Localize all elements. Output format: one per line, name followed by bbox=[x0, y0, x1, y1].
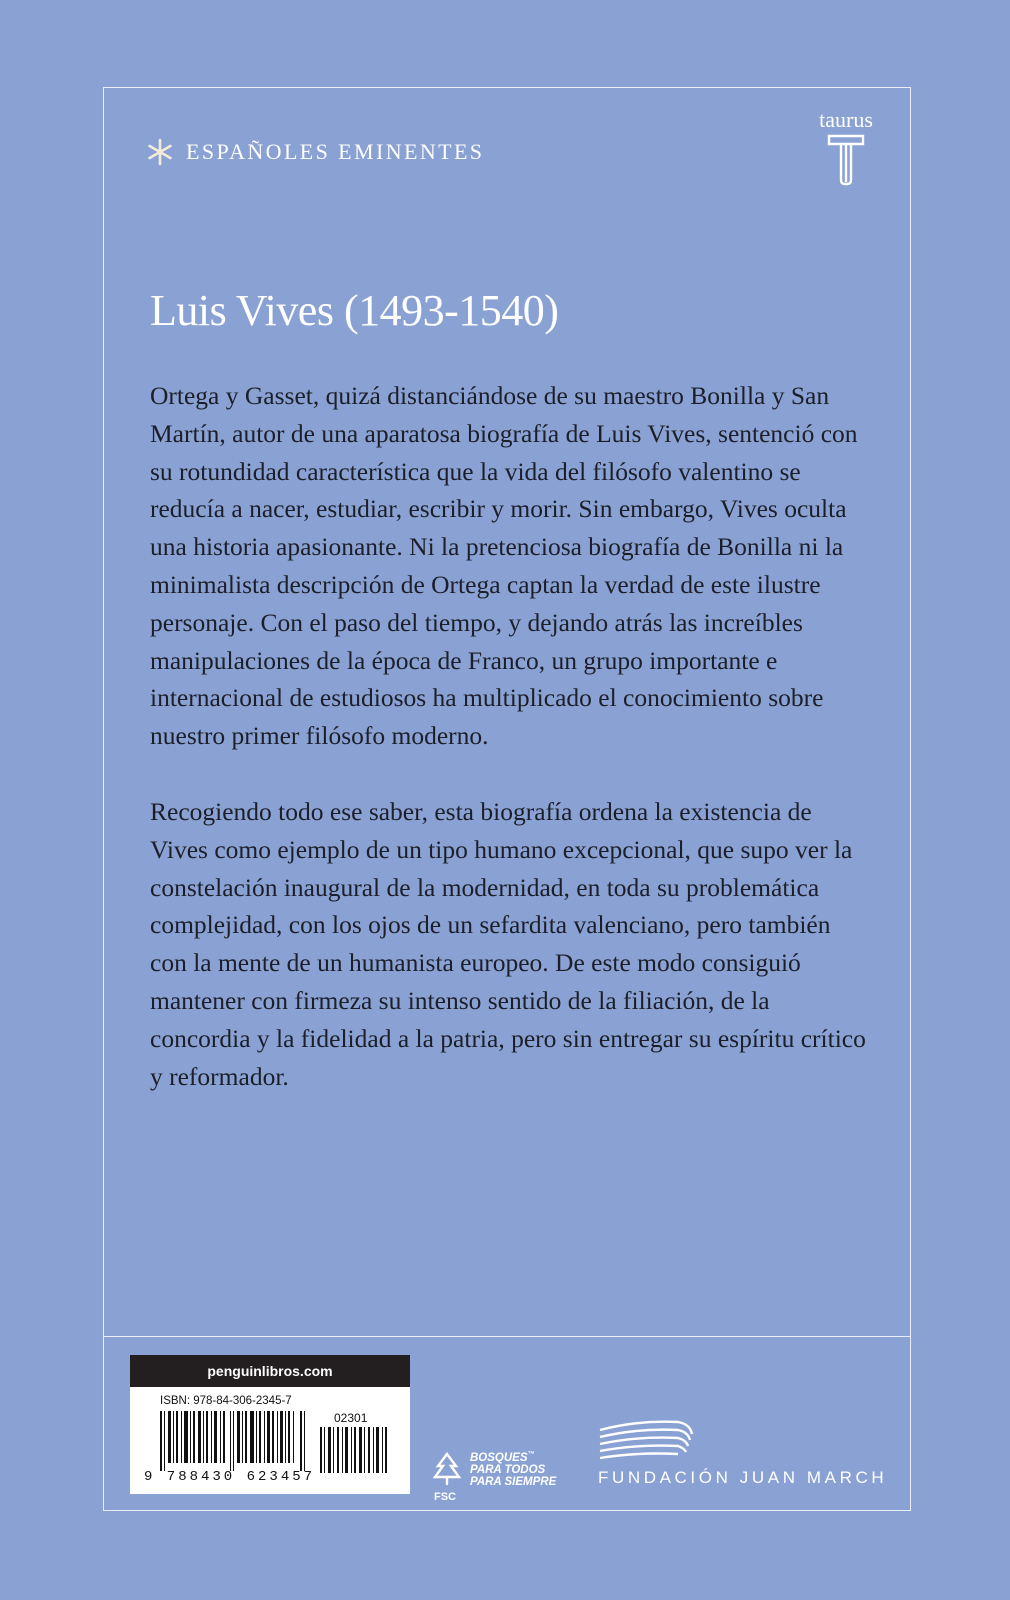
publisher-name: taurus bbox=[819, 107, 873, 132]
building-stripes-logo bbox=[598, 1418, 698, 1462]
fsc-logo bbox=[430, 1449, 557, 1503]
fsc-slogan bbox=[470, 1449, 556, 1488]
fsc-mark: FSC bbox=[434, 1491, 456, 1503]
website-label: penguinlibros.com bbox=[130, 1355, 410, 1387]
fsc-line-2: PARA TODOS bbox=[470, 1463, 546, 1476]
footer-divider bbox=[104, 1336, 910, 1337]
barcode-panel bbox=[130, 1355, 410, 1494]
publisher-logo bbox=[806, 108, 886, 186]
asterisk-icon bbox=[146, 138, 174, 166]
series-label: ESPAÑOLES EMINENTES bbox=[186, 139, 485, 164]
isbn-barcode bbox=[160, 1411, 310, 1471]
synopsis bbox=[150, 377, 870, 1095]
book-title: Luis Vives (1493-1540) bbox=[150, 286, 559, 335]
barcode-digits: 9 788430 623457 bbox=[144, 1469, 316, 1485]
series-header bbox=[146, 138, 484, 166]
barcode-addon-number: 02301 bbox=[334, 1411, 368, 1425]
fsc-line-1: BOSQUES™ bbox=[470, 1451, 535, 1464]
addon-barcode bbox=[320, 1427, 390, 1473]
taurus-t-logo bbox=[827, 134, 865, 186]
foundation-name: FUNDACIÓN JUAN MARCH bbox=[598, 1468, 888, 1487]
isbn-label: ISBN: 978-84-306-2345-7 bbox=[160, 1395, 292, 1407]
fsc-line-3: PARA SIEMPRE bbox=[470, 1475, 557, 1488]
synopsis-paragraph-2: Recogiendo todo ese saber, esta biografía ordena la existencia de Vives como ejemplo de un tipo humano excepcional, que supo ver la constelación inaugural de la modernidad, en toda su problemática complejidad, con los ojos de un sefardita valenciano, pero también con la mente de un humanista europeo. De este modo consiguió mantener con firmeza su intenso sentido de la filiación, de la concordia y la fidelidad a la patria, pero sin entregar su espíritu crítico y reformador. bbox=[150, 796, 866, 1091]
fsc-tree-icon bbox=[430, 1450, 464, 1488]
foundation-logo bbox=[598, 1418, 887, 1488]
synopsis-paragraph-1: Ortega y Gasset, quizá distanciándose de su maestro Bonilla y San Martín, autor de una aparatosa biografía de Luis Vives, sentenció con su rotundidad característica que la vida del filósofo valentino se reducía a nacer, estudiar, escribir y morir. Sin embargo, Vives oculta una historia apasionante. Ni la pretenciosa biografía de Bonilla ni la minimalista descripción de Ortega captan la verdad de este ilustre personaje. Con el paso del tiempo, y dejando atrás las increíbles manipulaciones de la época de Franco, un grupo importante e internacional de estudiosos ha multiplicado el conocimiento sobre nuestro primer filósofo moderno. bbox=[150, 381, 858, 751]
